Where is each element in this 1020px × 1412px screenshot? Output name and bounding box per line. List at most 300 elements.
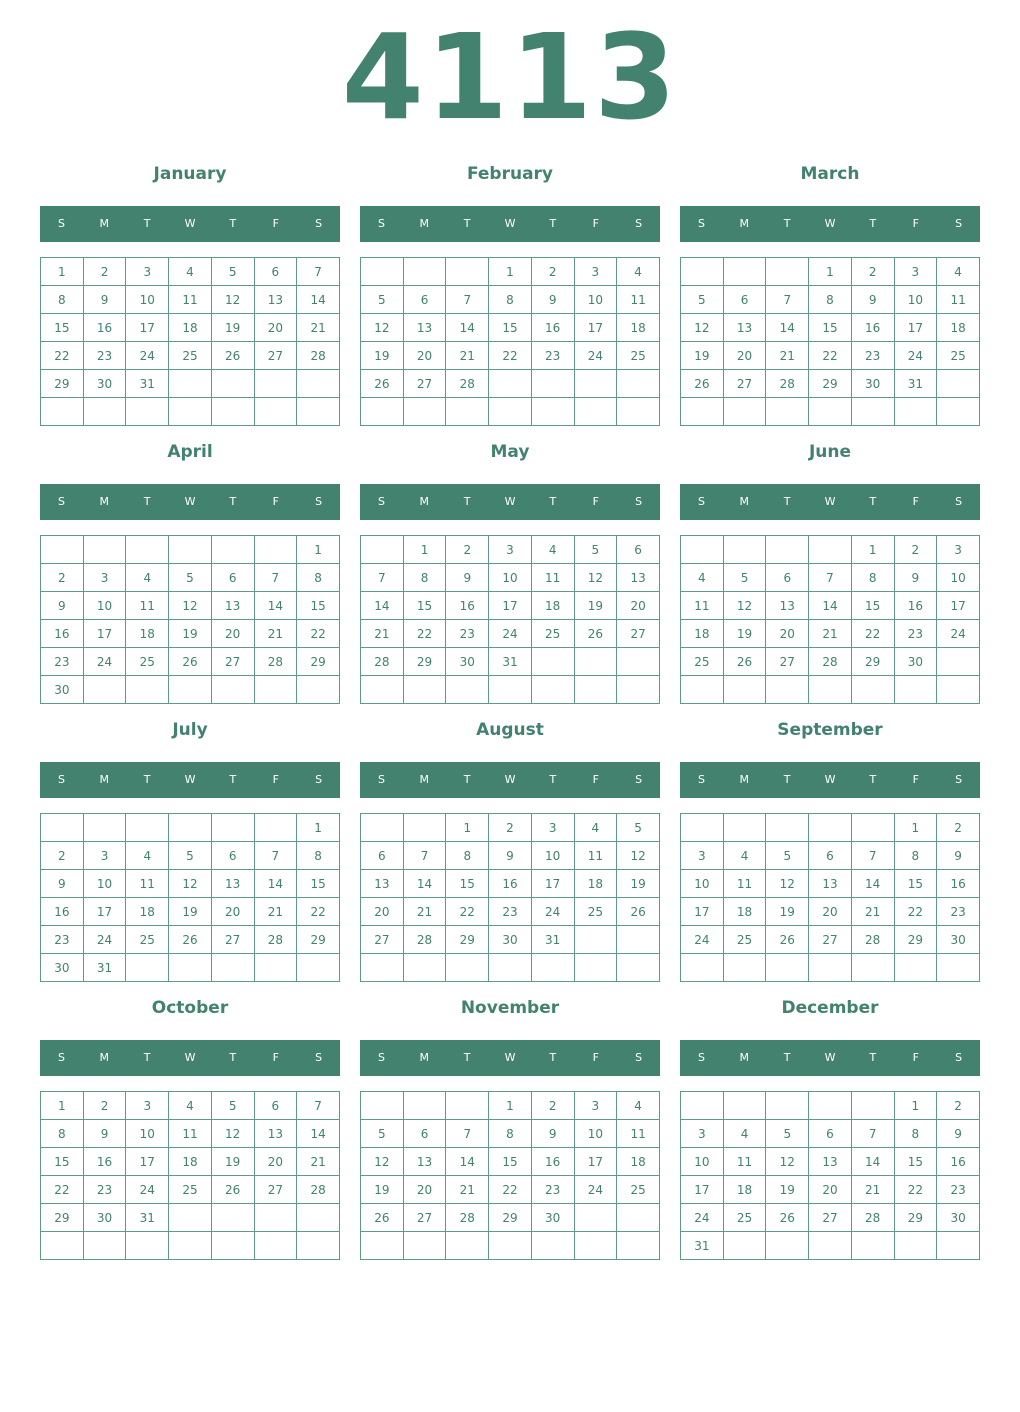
weekday-label: T: [869, 773, 877, 786]
day-cell: [723, 536, 766, 564]
day-cell: 20: [403, 342, 446, 370]
week-row: [361, 926, 660, 954]
day-grid: [680, 257, 980, 426]
weekday-label: W: [824, 773, 836, 786]
weekday-label: W: [504, 217, 516, 230]
day-grid: [680, 813, 980, 982]
day-cell: 18: [574, 870, 617, 898]
weekday-label: S: [635, 217, 643, 230]
week-row: [681, 1232, 980, 1260]
day-cell: 13: [361, 870, 404, 898]
day-cell: 30: [937, 1204, 980, 1232]
day-cell: 10: [574, 286, 617, 314]
day-cell: 5: [361, 1120, 404, 1148]
day-cell: [126, 536, 169, 564]
weekday-label: W: [504, 1051, 516, 1064]
day-cell: 20: [361, 898, 404, 926]
day-cell: 7: [446, 1120, 489, 1148]
day-cell: 15: [851, 592, 894, 620]
day-cell: 11: [617, 1120, 660, 1148]
weekday-header: [680, 206, 980, 242]
day-cell: 20: [809, 1176, 852, 1204]
day-cell: 26: [617, 898, 660, 926]
week-row: [361, 258, 660, 286]
day-cell: 26: [361, 1204, 404, 1232]
day-cell: 3: [83, 564, 126, 592]
day-cell: 31: [894, 370, 937, 398]
day-cell: 14: [766, 314, 809, 342]
day-cell: [403, 814, 446, 842]
day-cell: 7: [851, 1120, 894, 1148]
day-cell: 28: [446, 1204, 489, 1232]
day-cell: 11: [169, 1120, 212, 1148]
weekday-header: [680, 1040, 980, 1076]
day-cell: 14: [403, 870, 446, 898]
day-cell: 22: [851, 620, 894, 648]
day-cell: 27: [809, 1204, 852, 1232]
day-cell: 15: [809, 314, 852, 342]
weekday-label: S: [377, 217, 385, 230]
day-cell: [403, 1092, 446, 1120]
day-cell: 15: [894, 870, 937, 898]
day-cell: 8: [894, 1120, 937, 1148]
week-row: [41, 342, 340, 370]
week-row: [41, 286, 340, 314]
day-cell: 24: [126, 342, 169, 370]
day-cell: 12: [169, 870, 212, 898]
day-cell: 9: [531, 286, 574, 314]
weekday-label: T: [463, 1051, 471, 1064]
day-cell: 23: [937, 1176, 980, 1204]
day-cell: [361, 258, 404, 286]
day-cell: 25: [617, 1176, 660, 1204]
day-cell: [937, 676, 980, 704]
day-cell: 24: [681, 926, 724, 954]
day-cell: [617, 926, 660, 954]
day-cell: 19: [766, 898, 809, 926]
day-cell: [297, 1232, 340, 1260]
weekday-label: S: [57, 495, 65, 508]
day-cell: 5: [574, 536, 617, 564]
day-cell: [766, 536, 809, 564]
day-cell: 24: [681, 1204, 724, 1232]
day-cell: [617, 1232, 660, 1260]
day-cell: 29: [851, 648, 894, 676]
day-cell: 22: [809, 342, 852, 370]
day-cell: 18: [169, 314, 212, 342]
week-row: [361, 1120, 660, 1148]
day-cell: 17: [937, 592, 980, 620]
weekday-label: F: [912, 495, 919, 508]
day-cell: 29: [41, 370, 84, 398]
day-cell: 1: [809, 258, 852, 286]
day-cell: 23: [446, 620, 489, 648]
day-cell: [809, 536, 852, 564]
day-cell: [574, 1232, 617, 1260]
day-cell: 28: [403, 926, 446, 954]
day-cell: 2: [531, 1092, 574, 1120]
weekday-label: F: [272, 773, 279, 786]
weekday-label: T: [463, 495, 471, 508]
day-cell: 4: [937, 258, 980, 286]
day-cell: 16: [937, 870, 980, 898]
day-cell: [41, 1232, 84, 1260]
day-cell: 7: [403, 842, 446, 870]
day-cell: 27: [809, 926, 852, 954]
day-cell: 14: [361, 592, 404, 620]
day-cell: [809, 676, 852, 704]
day-cell: 5: [169, 842, 212, 870]
weekday-label: T: [229, 495, 237, 508]
day-cell: 3: [894, 258, 937, 286]
day-cell: 19: [361, 1176, 404, 1204]
day-cell: [211, 954, 254, 982]
weekday-label: T: [229, 1051, 237, 1064]
month-november: [360, 992, 660, 1262]
day-cell: 6: [403, 1120, 446, 1148]
day-cell: 17: [681, 1176, 724, 1204]
weekday-label: S: [955, 495, 963, 508]
day-cell: [169, 398, 212, 426]
week-row: [681, 258, 980, 286]
weekday-label: T: [463, 217, 471, 230]
day-cell: [297, 398, 340, 426]
day-cell: 17: [126, 1148, 169, 1176]
day-cell: 18: [617, 1148, 660, 1176]
week-row: [41, 564, 340, 592]
day-cell: 10: [83, 870, 126, 898]
day-cell: [766, 398, 809, 426]
day-cell: 11: [723, 870, 766, 898]
month-july: [40, 714, 340, 984]
day-cell: 6: [809, 1120, 852, 1148]
day-cell: 1: [297, 536, 340, 564]
day-cell: 5: [361, 286, 404, 314]
day-cell: 16: [83, 1148, 126, 1176]
day-cell: 1: [489, 1092, 532, 1120]
day-cell: 15: [489, 314, 532, 342]
day-cell: 6: [211, 564, 254, 592]
day-cell: 22: [489, 1176, 532, 1204]
month-name: June: [808, 442, 852, 462]
day-cell: 15: [41, 1148, 84, 1176]
day-cell: 17: [894, 314, 937, 342]
day-cell: 9: [894, 564, 937, 592]
day-grid: [40, 535, 340, 704]
day-cell: 23: [937, 898, 980, 926]
week-row: [361, 1092, 660, 1120]
day-cell: [574, 926, 617, 954]
weekday-label: W: [184, 217, 196, 230]
day-cell: [254, 1232, 297, 1260]
day-cell: 20: [766, 620, 809, 648]
day-cell: 6: [361, 842, 404, 870]
day-cell: [574, 648, 617, 676]
day-cell: 30: [83, 1204, 126, 1232]
day-cell: [681, 536, 724, 564]
weekday-label: S: [955, 217, 963, 230]
day-cell: 19: [211, 314, 254, 342]
day-cell: 17: [681, 898, 724, 926]
day-cell: [446, 676, 489, 704]
weekday-label: M: [419, 773, 430, 786]
day-cell: 2: [83, 258, 126, 286]
day-cell: 9: [83, 286, 126, 314]
day-cell: 25: [169, 1176, 212, 1204]
day-cell: [489, 1232, 532, 1260]
day-cell: [809, 398, 852, 426]
day-cell: 26: [361, 370, 404, 398]
weekday-label: T: [783, 217, 791, 230]
week-row: [681, 898, 980, 926]
day-cell: 8: [894, 842, 937, 870]
day-cell: 19: [361, 342, 404, 370]
day-cell: 28: [361, 648, 404, 676]
day-cell: 22: [489, 342, 532, 370]
day-cell: 28: [851, 1204, 894, 1232]
weekday-label: S: [57, 217, 65, 230]
day-cell: 11: [126, 592, 169, 620]
day-cell: 14: [297, 1120, 340, 1148]
day-cell: 18: [937, 314, 980, 342]
day-cell: 11: [681, 592, 724, 620]
day-cell: 27: [766, 648, 809, 676]
weekday-label: M: [419, 217, 430, 230]
day-cell: 19: [169, 898, 212, 926]
month-december: [680, 992, 980, 1262]
day-cell: [211, 676, 254, 704]
day-cell: 30: [41, 676, 84, 704]
day-cell: [126, 1232, 169, 1260]
day-grid: [40, 1091, 340, 1260]
day-cell: [531, 648, 574, 676]
week-row: [681, 648, 980, 676]
weekday-label: S: [377, 773, 385, 786]
day-cell: 6: [254, 258, 297, 286]
day-cell: [41, 398, 84, 426]
day-cell: 12: [361, 314, 404, 342]
day-cell: 12: [574, 564, 617, 592]
day-cell: 20: [809, 898, 852, 926]
month-name: January: [153, 164, 227, 184]
day-cell: 12: [361, 1148, 404, 1176]
day-cell: [41, 814, 84, 842]
day-cell: 28: [254, 926, 297, 954]
weekday-label: W: [184, 1051, 196, 1064]
week-row: [361, 398, 660, 426]
day-cell: 30: [83, 370, 126, 398]
day-cell: 26: [211, 1176, 254, 1204]
weekday-label: F: [912, 773, 919, 786]
day-cell: 9: [937, 1120, 980, 1148]
day-cell: [851, 676, 894, 704]
day-cell: 30: [446, 648, 489, 676]
day-cell: 5: [681, 286, 724, 314]
weekday-label: F: [912, 217, 919, 230]
day-cell: [297, 954, 340, 982]
day-cell: 12: [723, 592, 766, 620]
day-cell: [361, 398, 404, 426]
day-cell: 29: [894, 926, 937, 954]
day-cell: 16: [894, 592, 937, 620]
day-cell: 7: [254, 842, 297, 870]
day-cell: [83, 398, 126, 426]
day-cell: 24: [894, 342, 937, 370]
day-cell: 26: [766, 926, 809, 954]
weekday-label: M: [739, 773, 750, 786]
day-cell: 14: [446, 314, 489, 342]
weekday-label: S: [315, 1051, 323, 1064]
weekday-header: [40, 1040, 340, 1076]
day-cell: 27: [211, 926, 254, 954]
day-cell: 8: [297, 842, 340, 870]
week-row: [361, 342, 660, 370]
weekday-label: S: [697, 217, 705, 230]
day-cell: 15: [489, 1148, 532, 1176]
day-cell: 19: [723, 620, 766, 648]
day-cell: [851, 1232, 894, 1260]
day-cell: [766, 1092, 809, 1120]
day-cell: [489, 954, 532, 982]
weekday-label: W: [184, 495, 196, 508]
day-cell: [723, 814, 766, 842]
day-cell: [169, 676, 212, 704]
day-cell: 16: [41, 898, 84, 926]
day-cell: 5: [211, 258, 254, 286]
weekday-label: M: [419, 1051, 430, 1064]
day-grid: [360, 535, 660, 704]
day-cell: [126, 954, 169, 982]
day-cell: 21: [297, 314, 340, 342]
weekday-label: T: [143, 217, 151, 230]
day-cell: [361, 1092, 404, 1120]
day-cell: 20: [211, 620, 254, 648]
day-cell: [681, 1092, 724, 1120]
day-cell: 28: [297, 1176, 340, 1204]
day-cell: 11: [531, 564, 574, 592]
week-row: [361, 870, 660, 898]
day-cell: 4: [126, 564, 169, 592]
day-cell: 2: [937, 1092, 980, 1120]
day-cell: 1: [446, 814, 489, 842]
day-cell: [574, 676, 617, 704]
week-row: [41, 870, 340, 898]
day-cell: 16: [83, 314, 126, 342]
day-cell: 16: [851, 314, 894, 342]
day-cell: 14: [851, 1148, 894, 1176]
day-cell: 4: [617, 1092, 660, 1120]
day-cell: 4: [617, 258, 660, 286]
week-row: [361, 1148, 660, 1176]
day-cell: 4: [531, 536, 574, 564]
day-cell: [361, 536, 404, 564]
day-grid: [40, 813, 340, 982]
week-row: [681, 398, 980, 426]
week-row: [681, 370, 980, 398]
day-cell: 21: [297, 1148, 340, 1176]
day-cell: 8: [809, 286, 852, 314]
day-cell: 20: [254, 314, 297, 342]
day-cell: 22: [894, 1176, 937, 1204]
day-cell: 16: [937, 1148, 980, 1176]
day-cell: [617, 370, 660, 398]
day-cell: [403, 676, 446, 704]
week-row: [361, 648, 660, 676]
day-cell: 14: [446, 1148, 489, 1176]
day-cell: 24: [937, 620, 980, 648]
weekday-label: F: [592, 773, 599, 786]
day-cell: [531, 954, 574, 982]
day-cell: 26: [574, 620, 617, 648]
day-cell: 21: [851, 898, 894, 926]
day-cell: 10: [937, 564, 980, 592]
day-cell: [254, 1204, 297, 1232]
day-cell: 16: [531, 314, 574, 342]
day-cell: 9: [937, 842, 980, 870]
day-cell: 19: [681, 342, 724, 370]
weekday-label: W: [824, 495, 836, 508]
week-row: [681, 842, 980, 870]
day-cell: 6: [403, 286, 446, 314]
day-cell: 22: [403, 620, 446, 648]
day-cell: 3: [574, 1092, 617, 1120]
weekday-label: M: [419, 495, 430, 508]
day-cell: 15: [297, 592, 340, 620]
weekday-label: M: [739, 217, 750, 230]
day-cell: [723, 1092, 766, 1120]
weekday-label: S: [377, 495, 385, 508]
day-cell: [531, 1232, 574, 1260]
day-cell: 18: [723, 898, 766, 926]
weekday-label: S: [57, 1051, 65, 1064]
weekday-header: [360, 762, 660, 798]
day-grid: [40, 257, 340, 426]
day-cell: 13: [403, 1148, 446, 1176]
weekday-label: S: [955, 1051, 963, 1064]
day-cell: 3: [937, 536, 980, 564]
day-cell: 18: [126, 898, 169, 926]
day-cell: [83, 814, 126, 842]
week-row: [41, 926, 340, 954]
day-cell: 21: [254, 620, 297, 648]
day-cell: 9: [41, 592, 84, 620]
day-cell: 4: [574, 814, 617, 842]
weekday-header: [680, 484, 980, 520]
day-cell: 25: [126, 648, 169, 676]
day-cell: [446, 258, 489, 286]
day-cell: [126, 676, 169, 704]
day-cell: [809, 1092, 852, 1120]
day-cell: 23: [41, 648, 84, 676]
day-cell: 16: [489, 870, 532, 898]
weekday-label: T: [549, 495, 557, 508]
day-cell: 3: [531, 814, 574, 842]
day-cell: 4: [723, 1120, 766, 1148]
day-cell: 2: [83, 1092, 126, 1120]
day-cell: 1: [489, 258, 532, 286]
day-cell: 22: [41, 342, 84, 370]
day-cell: 29: [894, 1204, 937, 1232]
day-cell: 31: [83, 954, 126, 982]
day-cell: 10: [894, 286, 937, 314]
day-cell: 14: [254, 870, 297, 898]
day-cell: 12: [211, 286, 254, 314]
day-cell: 21: [809, 620, 852, 648]
day-cell: 24: [83, 926, 126, 954]
day-cell: 6: [766, 564, 809, 592]
day-cell: 23: [894, 620, 937, 648]
week-row: [681, 1092, 980, 1120]
